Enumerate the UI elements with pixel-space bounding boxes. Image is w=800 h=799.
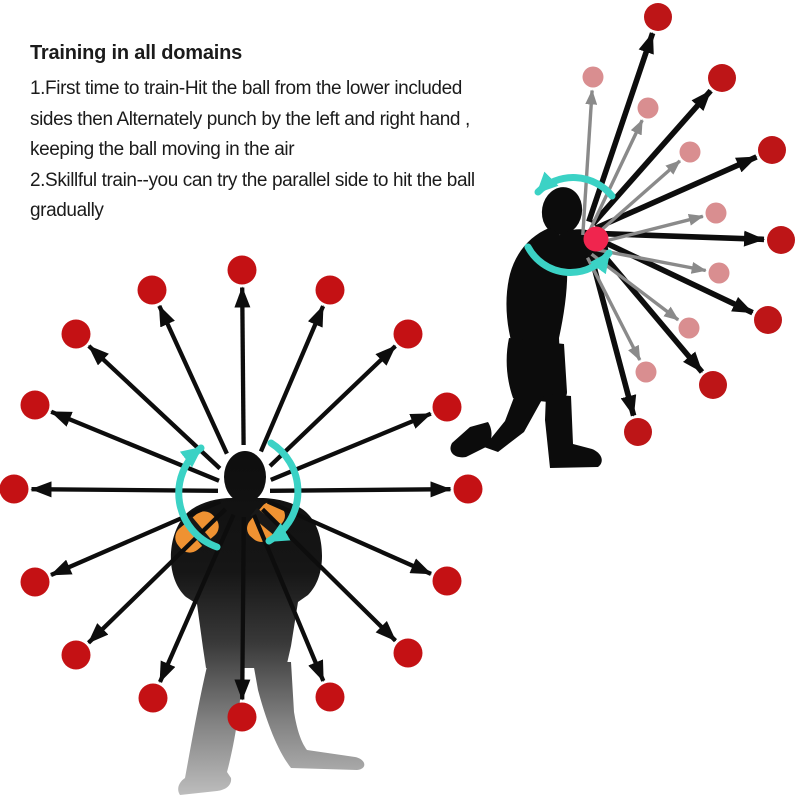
boxer-front-leg xyxy=(545,394,602,468)
boxer-right-leg xyxy=(253,662,364,770)
target-ball xyxy=(679,318,700,339)
punch-arrow xyxy=(270,346,395,466)
target-ball xyxy=(624,418,652,446)
punch-arrow xyxy=(32,489,219,491)
instruction-line: sides then Alternately punch by the left and right hand , xyxy=(30,108,470,130)
target-ball xyxy=(433,567,462,596)
target-ball xyxy=(706,203,727,224)
target-ball xyxy=(758,136,786,164)
punch-arrow xyxy=(159,306,227,454)
boxer-back-leg xyxy=(484,392,544,452)
target-ball xyxy=(394,639,423,668)
instructions-title: Training in all domains xyxy=(30,42,243,64)
target-ball xyxy=(638,98,659,119)
target-ball xyxy=(62,320,91,349)
target-ball xyxy=(708,64,736,92)
instruction-line: 1.First time to train-Hit the ball from the lower included xyxy=(30,78,462,99)
target-ball xyxy=(680,142,701,163)
target-ball xyxy=(699,371,727,399)
side-drill-arrows xyxy=(583,33,764,416)
punch-arrow xyxy=(261,306,323,451)
target-ball xyxy=(62,641,91,670)
target-ball xyxy=(394,320,423,349)
boxer-back-shoe xyxy=(450,422,491,457)
target-ball xyxy=(21,391,50,420)
instruction-line: keeping the ball moving in the air xyxy=(30,139,295,160)
side-drill-balls xyxy=(583,3,796,446)
target-ball xyxy=(139,684,168,713)
boxer-head xyxy=(224,451,266,503)
instructions-block xyxy=(30,40,475,227)
target-ball xyxy=(316,276,345,305)
target-ball xyxy=(754,306,782,334)
target-ball xyxy=(228,256,257,285)
target-ball xyxy=(767,226,795,254)
instruction-line: 2.Skillful train--you can try the parallel side to hit the ball xyxy=(30,169,475,191)
target-ball xyxy=(583,67,604,88)
punch-arrow xyxy=(242,288,243,446)
front-view-boxer xyxy=(168,451,364,795)
target-ball xyxy=(454,475,483,504)
target-ball xyxy=(21,568,50,597)
target-ball xyxy=(138,276,167,305)
target-ball xyxy=(316,683,345,712)
target-ball xyxy=(433,393,462,422)
reflex-ball xyxy=(584,227,609,252)
instruction-line: gradually xyxy=(30,200,104,221)
target-ball xyxy=(709,263,730,284)
target-ball xyxy=(0,475,29,504)
punch-arrow xyxy=(242,517,244,700)
target-ball xyxy=(228,703,257,732)
target-ball xyxy=(644,3,672,31)
target-ball xyxy=(636,362,657,383)
